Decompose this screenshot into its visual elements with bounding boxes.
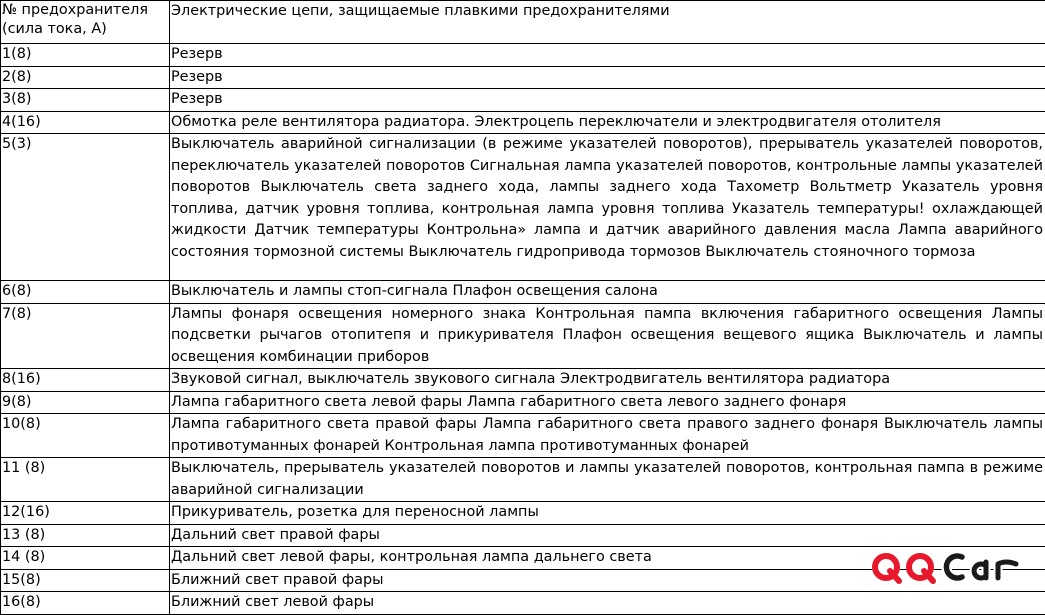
fuse-number-cell: 16(8) bbox=[1, 592, 170, 615]
fuse-number-cell: 15(8) bbox=[1, 569, 170, 592]
circuits-cell: Прикуриватель, розетка для переносной лампы bbox=[170, 502, 1045, 525]
fuse-number-cell: 6(8) bbox=[1, 281, 170, 304]
header-fuse-number: № предохранителя (сила тока, А) bbox=[1, 1, 170, 44]
table-row bbox=[1, 414, 1045, 458]
qq-rings-icon bbox=[872, 553, 934, 581]
table-row bbox=[1, 111, 1045, 134]
table-row bbox=[1, 524, 1045, 547]
fuse-number-cell: 7(8) bbox=[1, 303, 170, 369]
fuse-number-cell: 1(8) bbox=[1, 44, 170, 67]
table-row bbox=[1, 458, 1045, 502]
table-row bbox=[1, 303, 1045, 369]
table-row bbox=[1, 89, 1045, 112]
fuse-number-cell: 8(16) bbox=[1, 369, 170, 392]
circuits-cell: Ближний свет правой фары bbox=[170, 569, 1045, 592]
table-row bbox=[1, 66, 1045, 89]
circuits-cell: Резерв bbox=[170, 66, 1045, 89]
fuse-number-cell: 12(16) bbox=[1, 502, 170, 525]
fuse-number-cell: 4(16) bbox=[1, 111, 170, 134]
header-circuits: Электрические цепи, защищаемые плавкими предохранителями bbox=[170, 1, 1045, 44]
fuse-number-cell: 9(8) bbox=[1, 391, 170, 414]
circuits-cell: Дальний свет левой фары, контрольная лампа дальнего света bbox=[170, 547, 1045, 570]
circuits-cell: Выключатель, прерыватель указателей поворотов и лампы указателей поворотов, контрольная пампа в режиме аварийной сигнализации bbox=[170, 458, 1045, 502]
fuse-number-cell: 3(8) bbox=[1, 89, 170, 112]
fuse-number-cell: 14 (8) bbox=[1, 547, 170, 570]
circuits-cell: Ближний свет левой фары bbox=[170, 592, 1045, 615]
fuse-number-cell: 11 (8) bbox=[1, 458, 170, 502]
circuits-cell: Резерв bbox=[170, 44, 1045, 67]
car-letters-icon bbox=[946, 556, 1016, 578]
circuits-cell: Обмотка реле вентилятора радиатора. Электроцепь переключатели и электродвигателя отолителя bbox=[170, 111, 1045, 134]
table-row bbox=[1, 391, 1045, 414]
table-row bbox=[1, 502, 1045, 525]
circuits-cell: Выключатель и лампы стоп-сигнала Плафон освещения салона bbox=[170, 281, 1045, 304]
fuse-number-cell: 10(8) bbox=[1, 414, 170, 458]
circuits-cell: Дальний свет правой фары bbox=[170, 524, 1045, 547]
circuits-cell: Звуковой сигнал, выключатель звукового сигнала Электродвигатель вентилятора радиатора bbox=[170, 369, 1045, 392]
fuse-number-cell: 13 (8) bbox=[1, 524, 170, 547]
table-row bbox=[1, 369, 1045, 392]
table-row bbox=[1, 44, 1045, 67]
circuits-cell: Лампа габаритного света левой фары Лампа габаритного света левого заднего фонаря bbox=[170, 391, 1045, 414]
table-row bbox=[1, 134, 1045, 281]
circuits-cell: Лампа габаритного света правой фары Лампа габаритного света правого заднего фонаря Выключатель лампы противотуманных фонарей Контрольная лампа противотуманных фонарей bbox=[170, 414, 1045, 458]
fuse-number-cell: 5(3) bbox=[1, 134, 170, 281]
qqcar-watermark-logo bbox=[866, 548, 1026, 588]
table-row bbox=[1, 281, 1045, 304]
circuits-cell: Резерв bbox=[170, 89, 1045, 112]
table-row bbox=[1, 592, 1045, 615]
table-header-row bbox=[1, 1, 1045, 44]
fuse-number-cell: 2(8) bbox=[1, 66, 170, 89]
circuits-cell: Лампы фонаря освещения номерного знака Контрольная пампа включения габаритного освещения Лампы подсветки рычагов отопитепя и прикуривателя Плафон освещения вещевого ящика Выключатель и лампы освещения комбинации приборов bbox=[170, 303, 1045, 369]
circuits-cell: Выключатель аварийной сигнализации (в режиме указателей поворотов), прерыватель указателей поворотов, переключатель указателей поворотов Сигнальная лампа указателей поворотов, контрольные лампы указателей поворотов Выключатель света заднего хода, лампы заднего хода Тахометр Вольтметр Указатель уровня топлива, датчик уровня топлива, контрольная лампа уровня топлива Указатель температуры! охлаждающей жидкости Датчик температуры Контрольна» лампа и датчик аварийного давления масла Лампа аварийного состояния тормозной системы Выключатель гидропривода тормозов Выключатель стояночного тормоза bbox=[170, 134, 1045, 281]
